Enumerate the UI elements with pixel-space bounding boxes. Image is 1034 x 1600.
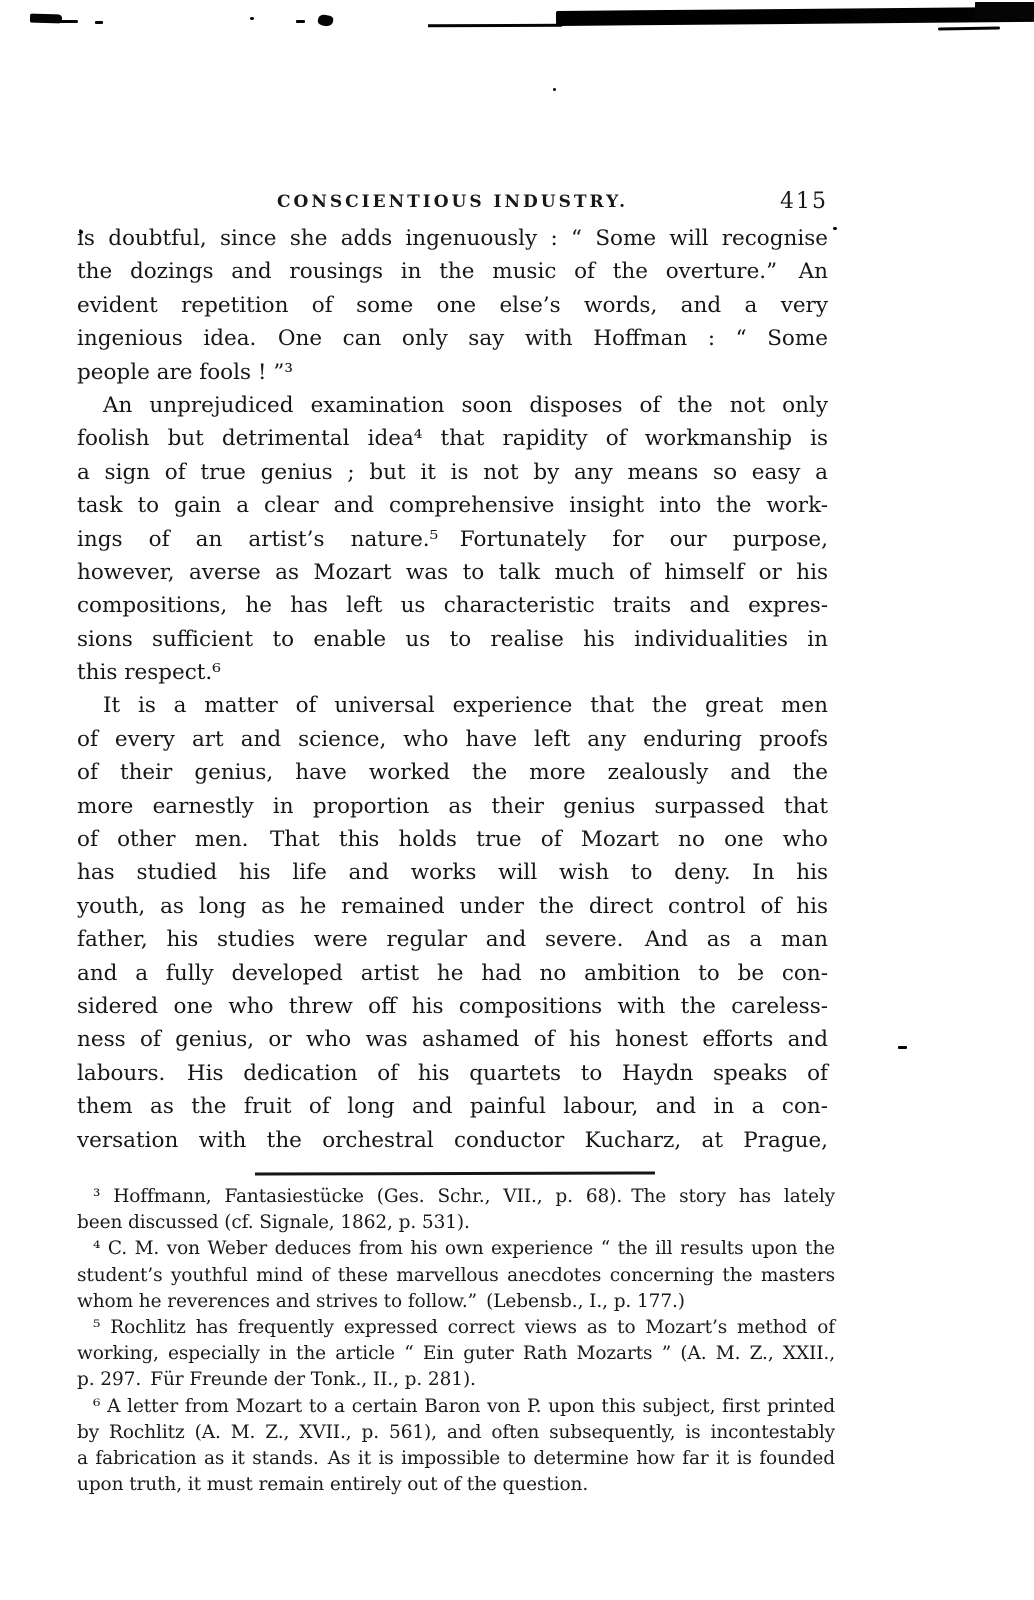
body-line: people are fools ! ”³ bbox=[77, 359, 293, 385]
page-header bbox=[77, 189, 828, 218]
body-line: them as the fruit of long and painful labour, and in a con- bbox=[77, 1094, 828, 1120]
body-line: however, averse as Mozart was to talk much of himself or his bbox=[77, 559, 828, 585]
scan-artifact-smudge-tail bbox=[58, 20, 78, 23]
footnotes-block bbox=[77, 1184, 835, 1498]
scan-artifact-speck bbox=[898, 1046, 907, 1049]
body-line: a sign of true genius ; but it is not by any means so easy a bbox=[77, 459, 828, 485]
body-line: the dozings and rousings in the music of the overture.” An bbox=[77, 259, 828, 285]
body-line: of every art and science, who have left any enduring proofs bbox=[77, 726, 828, 752]
body-line: of other men. That this holds true of Mozart no one who bbox=[77, 827, 828, 853]
body-line: and a fully developed artist he had no ambition to be con- bbox=[77, 960, 828, 986]
body-line: ingenious idea. One can only say with Hoffman : “ Some bbox=[77, 326, 828, 352]
page-number: 415 bbox=[780, 189, 828, 214]
scan-artifact-dot bbox=[833, 227, 837, 230]
body-line: ness of genius, or who was ashamed of his honest efforts and bbox=[77, 1027, 828, 1053]
scan-artifact-corner-blob bbox=[975, 2, 1034, 19]
footnote-line: student’s youthful mind of these marvellous anecdotes concerning the masters bbox=[77, 1264, 835, 1286]
body-line: sions sufficient to enable us to realise his individualities in bbox=[77, 626, 828, 652]
body-line: task to gain a clear and comprehensive insight into the work- bbox=[77, 493, 828, 519]
body-text-block bbox=[77, 222, 828, 1157]
scan-artifact-wisp bbox=[938, 26, 1000, 30]
body-line: labours. His dedication of his quartets to Haydn speaks of bbox=[77, 1060, 828, 1086]
body-line: evident repetition of some one else’s words, and a very bbox=[77, 292, 828, 318]
scan-artifact-dot bbox=[250, 17, 254, 20]
footnote-line: upon truth, it must remain entirely out of the question. bbox=[77, 1474, 589, 1496]
body-line: is doubtful, since she adds ingenuously : “ Some will recognise bbox=[77, 226, 828, 251]
footnote-line: been discussed (cf. Signale, 1862, p. 531). bbox=[77, 1212, 470, 1234]
running-title: CONSCIENTIOUS INDUSTRY. bbox=[276, 192, 629, 212]
body-line: more earnestly in proportion as their genius surpassed that bbox=[77, 793, 828, 819]
body-line: compositions, he has left us characteristic traits and expres- bbox=[77, 593, 828, 619]
scan-artifact-blob bbox=[317, 14, 334, 28]
body-line: has studied his life and works will wish to deny. In his bbox=[77, 860, 828, 886]
body-line: It is a matter of universal experience that the great men bbox=[103, 693, 828, 719]
footnote-separator bbox=[255, 1171, 655, 1175]
scan-artifact-speck bbox=[553, 88, 556, 91]
scan-artifact-dash bbox=[95, 21, 103, 24]
footnote-line: ⁵ Rochlitz has frequently expressed correct views as to Mozart’s method of bbox=[93, 1316, 835, 1338]
scan-artifact-thin-line bbox=[428, 24, 562, 27]
body-line: father, his studies were regular and severe. And as a man bbox=[77, 927, 828, 953]
body-line: An unprejudiced examination soon disposes of the not only bbox=[103, 392, 828, 418]
footnote-line: by Rochlitz (A. M. Z., XVII., p. 561), and often subsequently, is incontestably bbox=[77, 1421, 835, 1443]
body-line: sidered one who threw off his compositions with the careless- bbox=[77, 993, 828, 1019]
body-line: ings of an artist’s nature.⁵ Fortunately for our purpose, bbox=[77, 526, 828, 552]
body-line: of their genius, have worked the more zealously and the bbox=[77, 760, 828, 786]
body-line: foolish but detrimental idea⁴ that rapidity of workmanship is bbox=[77, 426, 828, 452]
footnote-line: ⁴ C. M. von Weber deduces from his own experience “ the ill results upon the bbox=[93, 1238, 835, 1260]
footnote-line: working, especially in the article “ Ein guter Rath Mozarts ” (A. M. Z., XXII., bbox=[77, 1343, 835, 1365]
footnote-line: p. 297. Für Freunde der Tonk., II., p. 281). bbox=[77, 1369, 476, 1391]
body-line: youth, as long as he remained under the direct control of his bbox=[77, 893, 828, 919]
footnote-line: ⁶ A letter from Mozart to a certain Baron von P. upon this subject, first printed bbox=[93, 1395, 835, 1417]
footnote-line: whom he reverences and strives to follow.” (Lebensb., I., p. 177.) bbox=[77, 1290, 685, 1312]
footnote-line: a fabrication as it stands. As it is impossible to determine how far it is founded bbox=[77, 1447, 835, 1469]
footnote-line: ³ Hoffmann, Fantasiestücke (Ges. Schr., VII., p. 68). The story has lately bbox=[93, 1186, 835, 1207]
scan-artifact-bar bbox=[556, 7, 1034, 26]
scan-artifact-dash bbox=[296, 20, 305, 23]
body-line: this respect.⁶ bbox=[77, 660, 221, 686]
body-line: versation with the orchestral conductor Kucharz, at Prague, bbox=[77, 1127, 828, 1153]
